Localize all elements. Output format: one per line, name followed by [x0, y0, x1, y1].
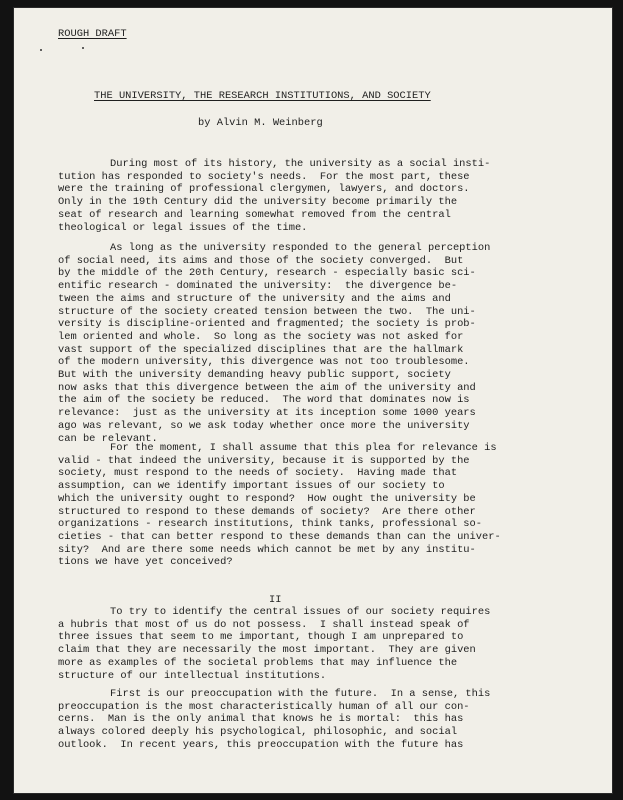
paragraph-3: For the moment, I shall assume that this plea for relevance is valid - that indeed the university, because it is supported by the society, must respond to the needs of society. Having made that assumption, can we identify important issues of our society to which the university ought to respond? How ought the university be structured to respond to these demands of society? Are there other organizations - research institutions, think tanks, professional so- cieties - that can better respond to these demands than can the univer- sity? And are there some needs which cannot be met by any institu- tions we have yet conceived? — [58, 442, 501, 569]
paragraph-4: To try to identify the central issues of our society requires a hubris that most of us do not possess. I shall instead speak of three issues that seem to me important, though I am unprepared to claim that they are necessarily the most important. They are given more as examples of the societal problems that may influence the structure of our intellectual institutions. — [58, 606, 491, 682]
ink-speck — [82, 47, 84, 49]
paragraph-5: First is our preoccupation with the future. In a sense, this preoccupation is the most characteristically human of all our con- cerns. Man is the only animal that knows he is mortal: this has always colored deeply his psychological, philosophic, and social outlook. In recent years, this preoccupation with the future has — [58, 688, 491, 751]
section-heading: II — [269, 594, 282, 606]
paragraph-2: As long as the university responded to the general perception of social need, its aims and those of the society converged. But by the middle of the 20th Century, research - especially basic sci- entific research - dominated the university: the divergence be- tween the aims and structure of the university and the aims and structure of the society created tension between the two. The uni- versity is discipline-oriented and fragmented; the society is prob- lem oriented and whole. So long as the society was not asked for vast support of the specialized disciplines that are the hallmark of the modern university, this divergence was not too troublesome. But with the university demanding heavy public support, society now asks that this divergence between the aim of the university and the aim of the society be reduced. The word that dominates now is relevance: just as the university at its inception some 1000 years ago was relevant, so we ask today whether once more the university can be relevant. — [58, 242, 491, 445]
document-title: THE UNIVERSITY, THE RESEARCH INSTITUTIONS, AND SOCIETY — [94, 90, 431, 102]
ink-speck — [40, 49, 42, 51]
document-page — [14, 8, 612, 793]
paragraph-1: During most of its history, the university as a social insti- tution has responded to society's needs. For the most part, these were the training of professional clergymen, lawyers, and doctors. Only in the 19th Century did the university become primarily the seat of research and learning somewhat removed from the central theological or legal issues of the time. — [58, 158, 491, 234]
author-byline: by Alvin M. Weinberg — [198, 117, 323, 129]
rough-draft-label: ROUGH DRAFT — [58, 28, 127, 40]
